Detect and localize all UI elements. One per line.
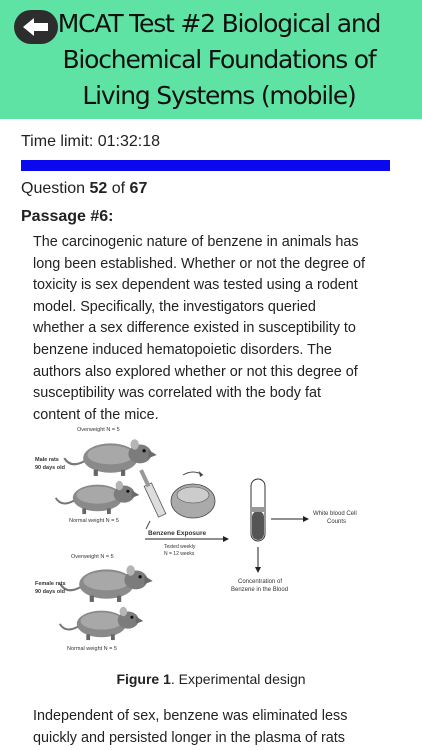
question-counter (21, 180, 147, 198)
label-benzene-exposure: Benzene Exposure (148, 530, 207, 537)
label-male-rats: Male rats (35, 457, 59, 463)
progress-bar (21, 160, 390, 171)
label-tested-weekly: Tested weekly (164, 544, 196, 550)
question-of: of (111, 180, 126, 197)
experimental-design-figure (33, 423, 367, 655)
label-overweight-bottom: Overweight N = 5 (71, 554, 114, 560)
figure-caption-text: . Experimental design (170, 671, 306, 687)
label-concentration-2: Benzene in the Blood (231, 587, 289, 593)
rotating-drum-icon (171, 471, 215, 518)
label-male-age: 90 days old (35, 465, 65, 471)
passage-title: Passage #6: (21, 208, 114, 225)
label-normal-bottom: Normal weight N = 5 (67, 646, 117, 652)
label-normal-top: Normal weight N = 5 (69, 518, 119, 524)
label-female-rats: Female rats (35, 581, 66, 587)
blood-tube-icon (251, 479, 265, 541)
label-wbc-1: White blood Cell (313, 511, 357, 517)
question-prefix: Question (21, 180, 86, 197)
rat-female-overweight (60, 565, 152, 602)
rat-female-normal (60, 607, 144, 640)
label-concentration-1: Concentration of (238, 579, 283, 585)
time-limit: Time limit: 01:32:18 (21, 133, 161, 150)
rat-male-normal (56, 481, 140, 514)
figure-caption (0, 671, 422, 687)
page-title: MCAT Test #2 Biological and Biochemical Foundations of Living Systems (mobile) (57, 9, 381, 110)
passage-text: The carcinogenic nature of benzene in animals has long been established. Whether or not the degree of toxicity is sex dependent was tested using a rodent model. Specifically, the investigators queried whether a sex difference existed in susceptibility to benzene induced hematopoietic disorders. The authors also explored whether or not this degree of susceptibility was correlated with the body fat content of the mice. (33, 234, 366, 423)
label-overweight-top: Overweight N = 5 (77, 427, 120, 433)
question-total: 67 (129, 180, 148, 197)
question-number: 52 (89, 180, 108, 197)
app-header (0, 0, 422, 119)
passage-paragraph-2: Independent of sex, benzene was eliminated less quickly and persisted longer in the plasma of rats (33, 708, 348, 746)
figure-caption-label: Figure 1 (116, 671, 171, 687)
syringe-icon (139, 469, 166, 529)
label-female-age: 90 days old (35, 589, 65, 595)
progress-fill (21, 160, 390, 171)
label-wbc-2: Counts (327, 519, 347, 525)
label-duration: N = 12 weeks (164, 551, 195, 557)
